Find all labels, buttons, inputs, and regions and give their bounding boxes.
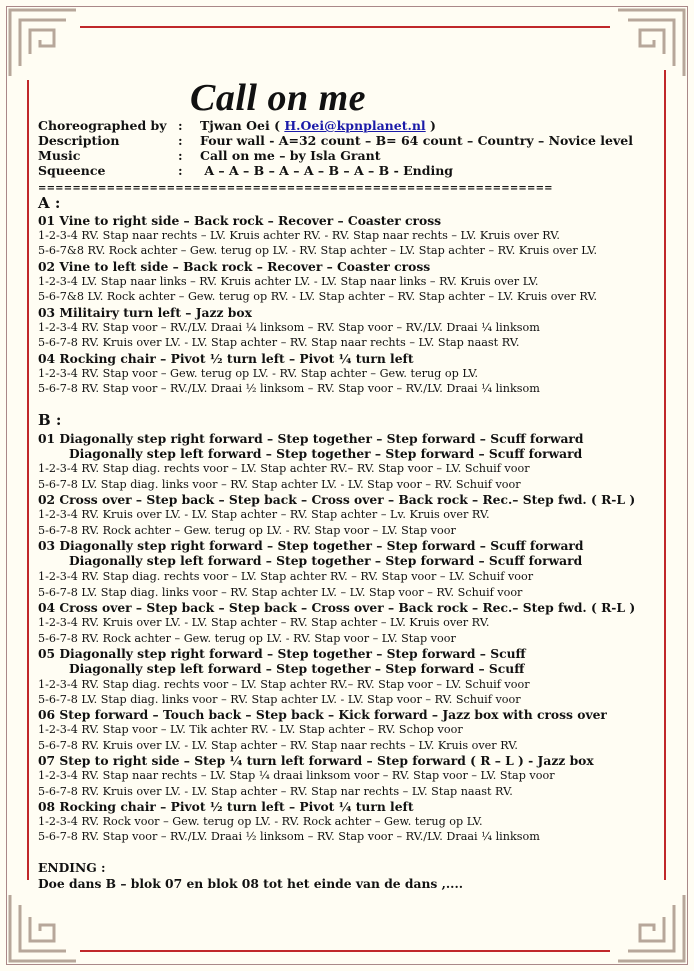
step-detail-line: 5-6-7&8 LV. Rock achter – Gew. terug op RV. - LV. Stap achter – RV. Stap achter – LV. Kruis over RV. [38, 290, 598, 303]
step-title-line: ENDING : [38, 860, 106, 875]
step-title-line: Diagonally step left forward – Step together – Step forward – Scuff forward [69, 446, 583, 461]
step-detail-line: 1-2-3-4 RV. Stap diag. rechts voor – LV. Stap achter RV.– RV. Stap voor – LV. Schuif voor [38, 678, 530, 691]
step-detail-line: 5-6-7-8 LV. Stap diag. links voor – RV. Stap achter LV. - LV. Stap voor – RV. Schuif voor [38, 478, 521, 491]
header-colon: : [178, 148, 183, 163]
step-detail-line: 1-2-3-4 RV. Rock voor – Gew. terug op LV. - RV. Rock achter – Gew. terug op LV. [38, 815, 483, 828]
step-title-line: Doe dans B – blok 07 en blok 08 tot het einde van de dans ,.... [38, 876, 464, 891]
step-detail-line: 5-6-7-8 RV. Stap voor – RV./LV. Draai ½ linksom – RV. Stap voor – RV./LV. Draai ¼ linksom [38, 830, 540, 843]
corner-ornament-bottom-left [6, 885, 86, 965]
step-detail-line: 5-6-7-8 RV. Rock achter – Gew. terug op LV. - RV. Stap voor – LV. Stap voor [38, 524, 456, 537]
section-heading: A : [38, 194, 61, 212]
step-detail-line: 5-6-7-8 RV. Kruis over LV. - LV. Stap achter – RV. Stap naar rechts – LV. Stap naast RV. [38, 336, 520, 349]
header-key: Choreographed by [38, 118, 167, 133]
step-detail-line: 1-2-3-4 RV. Kruis over LV. - LV. Stap achter – RV. Stap achter – LV. Kruis over RV. [38, 616, 490, 629]
step-detail-line: 1-2-3-4 LV. Stap naar links – RV. Kruis achter LV. - LV. Stap naar links – RV. Kruis over LV. [38, 275, 539, 288]
step-detail-line: 1-2-3-4 RV. Kruis over LV. - LV. Stap achter – RV. Stap achter – Lv. Kruis over RV. [38, 508, 490, 521]
corner-ornament-top-right [608, 6, 688, 86]
step-detail-line: 5-6-7-8 RV. Kruis over LV. - LV. Stap achter – RV. Stap naar rechts – LV. Kruis over RV. [38, 739, 518, 752]
step-title-line: 03 Diagonally step right forward – Step together – Step forward – Scuff forward [38, 538, 584, 553]
step-detail-line: 5-6-7-8 LV. Stap diag. links voor – RV. Stap achter LV. - LV. Stap voor – RV. Schuif voor [38, 693, 521, 706]
left-red-rule [27, 80, 29, 880]
step-detail-line: 1-2-3-4 RV. Stap naar rechts – LV. Stap ¼ draai linksom voor – RV. Stap voor – LV. Stap voor [38, 769, 555, 782]
step-title-line: 05 Diagonally step right forward – Step together – Step forward – Scuff [38, 646, 526, 661]
step-detail-line: 1-2-3-4 RV. Stap diag. rechts voor – LV. Stap achter RV. – RV. Stap voor – LV. Schuif voor [38, 570, 534, 583]
header-value-suffix: ) [425, 118, 436, 133]
step-title-line: 03 Militairy turn left – Jazz box [38, 305, 252, 320]
step-detail-line: 1-2-3-4 RV. Stap voor – RV./LV. Draai ¼ linksom – RV. Stap voor – RV./LV. Draai ¼ linksom [38, 321, 540, 334]
step-title-line: 07 Step to right side – Step ¼ turn left forward – Step forward ( R – L ) - Jazz box [38, 753, 594, 768]
step-detail-line: 5-6-7&8 RV. Rock achter – Gew. terug op LV. - RV. Stap achter – LV. Stap achter – RV. Kruis over LV. [38, 244, 598, 257]
header-row [38, 163, 453, 178]
step-title-line: 04 Cross over – Step back – Step back – Cross over – Back rock – Rec.– Step fwd. ( R-L ) [38, 600, 636, 615]
page-title: Call on me [189, 77, 367, 119]
step-detail-line: 1-2-3-4 RV. Stap voor – LV. Tik achter RV. - LV. Stap achter – RV. Schop voor [38, 723, 463, 736]
header-key: Description [38, 133, 120, 148]
step-detail-line: 5-6-7-8 RV. Stap voor – RV./LV. Draai ½ linksom – RV. Stap voor – RV./LV. Draai ¼ linksom [38, 382, 540, 395]
step-title-line: 04 Rocking chair – Pivot ½ turn left – Pivot ¼ turn left [38, 351, 414, 366]
header-colon: : [178, 133, 183, 148]
step-title-line: 01 Vine to right side – Back rock – Recover – Coaster cross [38, 213, 442, 228]
separator-line: ============================================================ [38, 183, 553, 194]
top-red-rule [80, 26, 610, 28]
header-value: Four wall - A=32 count – B= 64 count – Country – Novice level [200, 133, 633, 148]
step-title-line: 02 Cross over – Step back – Step back – Cross over – Back rock – Rec.– Step fwd. ( R-L ) [38, 492, 636, 507]
step-title-line: Diagonally step left forward – Step together – Step forward – Scuff forward [69, 553, 583, 568]
right-red-rule [664, 70, 666, 880]
corner-ornament-top-left [6, 6, 86, 86]
section-heading: B : [38, 411, 62, 429]
header-key: Squeence [38, 163, 106, 178]
step-detail-line: 5-6-7-8 RV. Kruis over LV. - LV. Stap achter – RV. Stap nar rechts – LV. Stap naast RV. [38, 785, 513, 798]
email-link[interactable]: H.Oei@kpnplanet.nl [284, 118, 426, 133]
bottom-red-rule [80, 950, 610, 952]
step-title-line: 06 Step forward – Touch back – Step back – Kick forward – Jazz box with cross over [38, 707, 607, 722]
header-row [38, 133, 633, 148]
header-colon: : [178, 163, 183, 178]
header-row [38, 118, 436, 133]
header-value: Tjwan Oei ( [200, 118, 285, 133]
header-row [38, 148, 380, 163]
step-detail-line: 1-2-3-4 RV. Stap naar rechts – LV. Kruis achter RV. - RV. Stap naar rechts – LV. Kruis over RV. [38, 229, 560, 242]
header-value: A – A – B – A – A – B – A – B - Ending [200, 163, 454, 178]
step-detail-line: 1-2-3-4 RV. Stap diag. rechts voor – LV. Stap achter RV.– RV. Stap voor – LV. Schuif voor [38, 462, 530, 475]
step-title-line: 02 Vine to left side – Back rock – Recover – Coaster cross [38, 259, 431, 274]
step-detail-line: 5-6-7-8 LV. Stap diag. links voor – RV. Stap achter LV. – LV. Stap voor – RV. Schuif voor [38, 586, 523, 599]
step-detail-line: 1-2-3-4 RV. Stap voor – Gew. terug op LV. - RV. Stap achter – Gew. terug op LV. [38, 367, 479, 380]
step-title-line: 01 Diagonally step right forward – Step together – Step forward – Scuff forward [38, 431, 584, 446]
header-value: Call on me – by Isla Grant [200, 148, 381, 163]
corner-ornament-bottom-right [608, 885, 688, 965]
step-detail-line: 5-6-7-8 RV. Rock achter – Gew. terug op LV. - RV. Stap voor – LV. Stap voor [38, 632, 456, 645]
header-key: Music [38, 148, 81, 163]
step-title-line: Diagonally step left forward – Step together – Step forward – Scuff [69, 661, 525, 676]
step-title-line: 08 Rocking chair – Pivot ½ turn left – Pivot ¼ turn left [38, 799, 414, 814]
header-colon: : [178, 118, 183, 133]
